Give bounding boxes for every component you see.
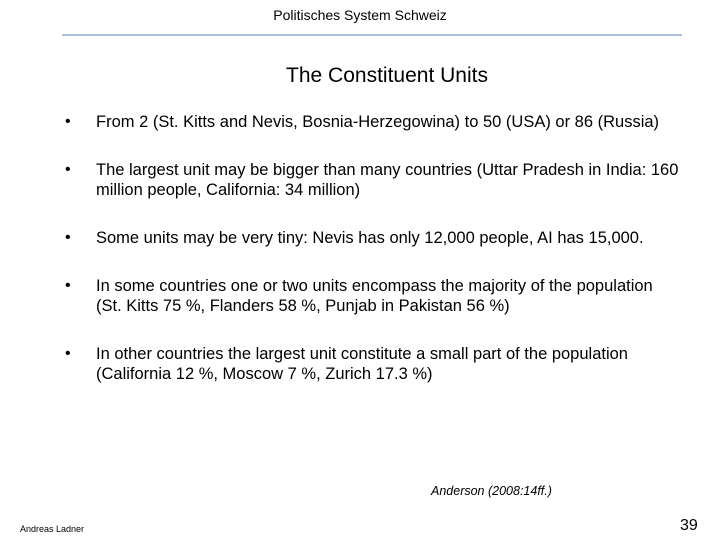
bullet-text: From 2 (St. Kitts and Nevis, Bosnia-Herzegowina) to 50 (USA) or 86 (Russia) (96, 113, 660, 131)
bullet-text: In other countries the largest unit constitute a small part of the population (California 12 %, Moscow 7 %, Zurich 17.3 %) (96, 345, 628, 383)
bullet-text: The largest unit may be bigger than many countries (Uttar Pradesh in India: 160 million people, California: 34 million) (96, 161, 679, 199)
bullet-text: In some countries one or two units encompass the majority of the population (St. Kitts 75 %, Flanders 58 %, Punjab in Pakistan 56 %) (96, 277, 653, 315)
slide-title: The Constituent Units (286, 64, 488, 87)
slide-header: Politisches System Schweiz (273, 7, 447, 23)
bullet-item (60, 228, 680, 248)
bullet-icon: • (65, 345, 71, 362)
author-name: Andreas Ladner (20, 524, 85, 534)
page-number: 39 (680, 517, 698, 534)
bullet-icon: • (65, 161, 71, 178)
bullet-item (60, 276, 680, 316)
bullet-icon: • (65, 229, 71, 246)
bullet-list (60, 112, 680, 412)
bullet-item (60, 344, 680, 384)
bullet-text: Some units may be very tiny: Nevis has only 12,000 people, AI has 15,000. (96, 229, 644, 247)
bullet-item (60, 160, 680, 200)
bullet-icon: • (65, 277, 71, 294)
bullet-item (60, 112, 680, 132)
header-divider (62, 34, 682, 36)
bullet-icon: • (65, 113, 71, 130)
citation: Anderson (2008:14ff.) (431, 484, 552, 498)
